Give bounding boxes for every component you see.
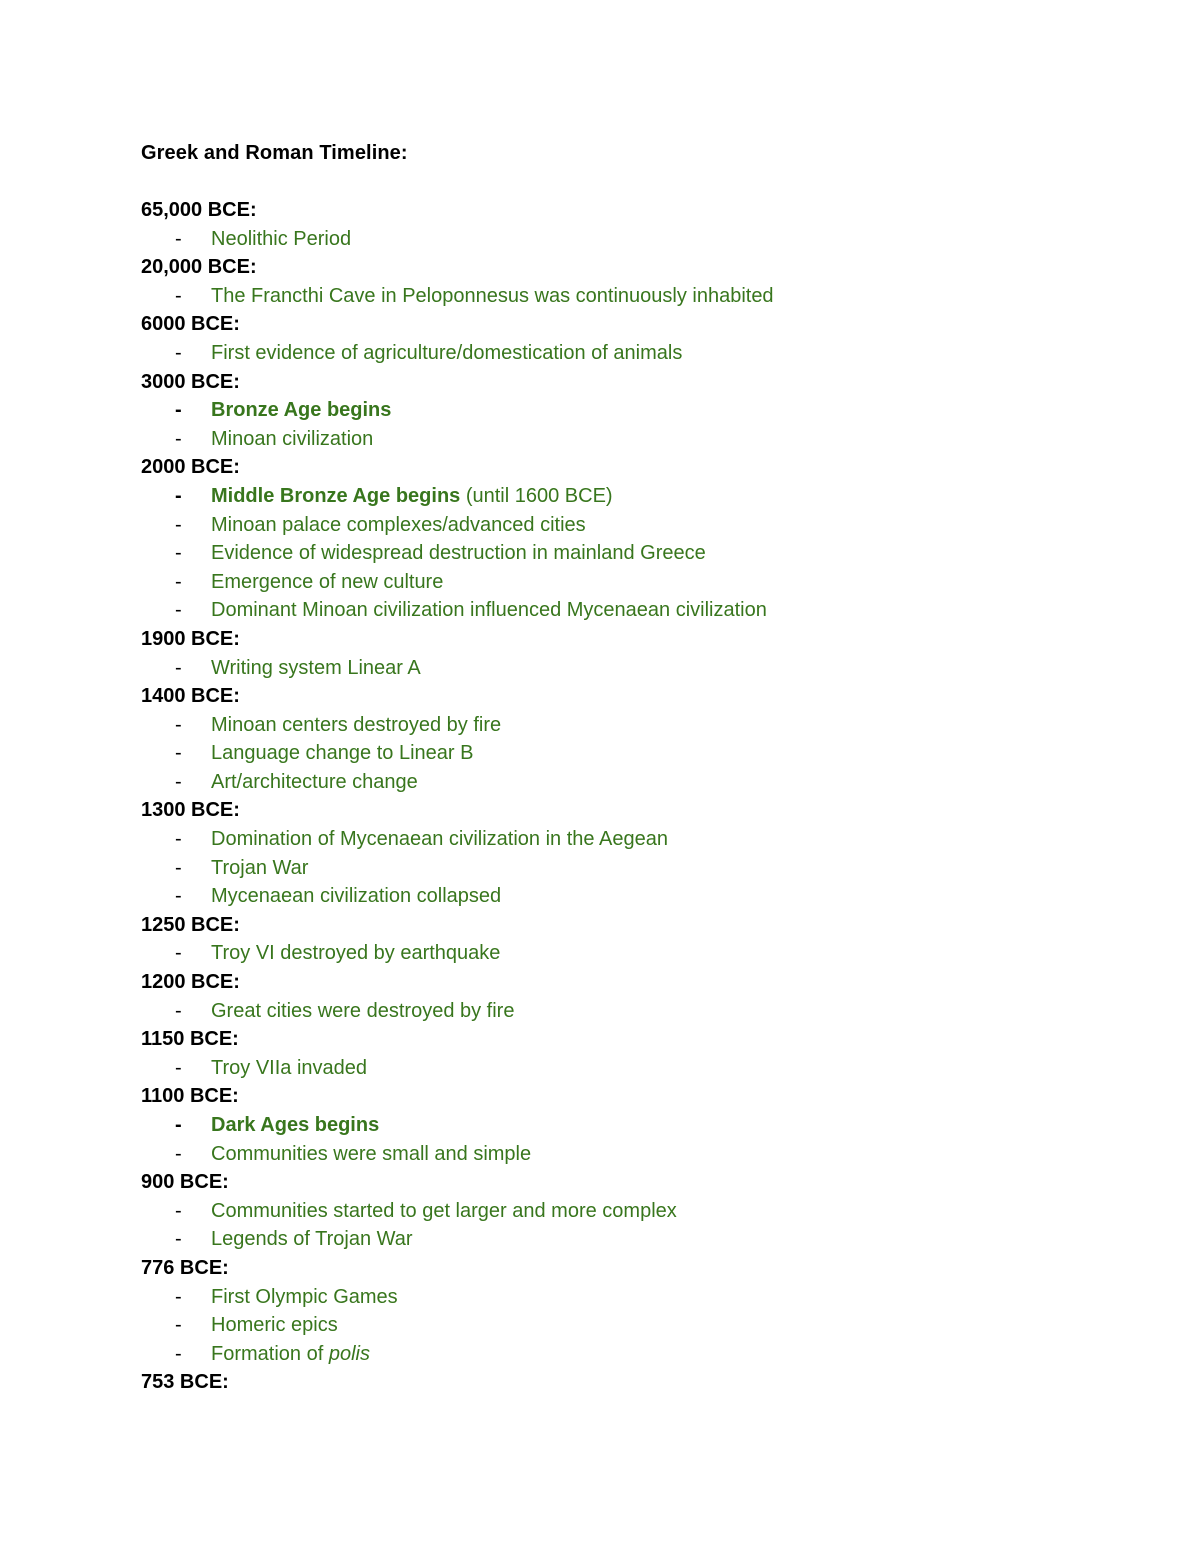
timeline-entry	[141, 1254, 1141, 1368]
timeline-entry	[141, 368, 1141, 454]
event-item	[141, 1340, 1141, 1369]
event-item	[141, 1140, 1141, 1169]
event-text: Minoan civilization	[211, 427, 374, 450]
event-list	[141, 654, 1141, 683]
event-text: Domination of Mycenaean civilization in the Aegean	[211, 828, 668, 851]
timeline-entry	[141, 1082, 1141, 1168]
dash-bullet-icon: -	[175, 570, 182, 593]
event-list	[141, 1197, 1141, 1254]
event-text: Homeric epics	[211, 1314, 338, 1337]
dash-bullet-icon: -	[175, 656, 182, 679]
event-item	[141, 282, 1141, 311]
event-text: Writing system Linear A	[211, 656, 421, 679]
dash-bullet-icon: -	[175, 885, 182, 908]
event-text: Communities started to get larger and more complex	[211, 1199, 677, 1222]
timeline-year: 1100 BCE:	[141, 1085, 239, 1108]
event-list	[141, 1283, 1141, 1369]
event-text: Formation of	[211, 1342, 329, 1365]
event-item	[141, 539, 1141, 568]
dash-bullet-icon: -	[175, 999, 182, 1022]
dash-bullet-icon: -	[175, 1142, 182, 1165]
event-item	[141, 711, 1141, 740]
event-item	[141, 1283, 1141, 1312]
dash-bullet-icon: -	[175, 1056, 182, 1079]
timeline-year: 753 BCE:	[141, 1371, 229, 1394]
event-item	[141, 511, 1141, 540]
event-item	[141, 768, 1141, 797]
event-text: Troy VI destroyed by earthquake	[211, 942, 501, 965]
dash-bullet-icon: -	[175, 1285, 182, 1308]
event-item	[141, 1197, 1141, 1226]
event-item	[141, 939, 1141, 968]
dash-bullet-icon: -	[175, 713, 182, 736]
timeline-year: 1200 BCE:	[141, 971, 240, 994]
timeline-year: 776 BCE:	[141, 1256, 229, 1279]
dash-bullet-icon: -	[175, 942, 182, 965]
event-italic-term: polis	[328, 1342, 370, 1365]
timeline-entry	[141, 796, 1141, 910]
dash-bullet-icon: -	[175, 284, 182, 307]
event-list	[141, 1111, 1141, 1168]
timeline-entry	[141, 196, 1141, 253]
event-text: Art/architecture change	[211, 770, 418, 793]
event-item	[141, 425, 1141, 454]
event-text: Emergence of new culture	[211, 570, 444, 593]
event-item	[141, 568, 1141, 597]
dash-bullet-icon: -	[175, 227, 182, 250]
event-extra-text: (until 1600 BCE)	[460, 484, 613, 507]
dash-bullet-icon: -	[175, 1199, 182, 1222]
event-list	[141, 997, 1141, 1026]
timeline-entry	[141, 968, 1141, 1025]
timeline-entry	[141, 253, 1141, 310]
event-item	[141, 654, 1141, 683]
event-text: Neolithic Period	[211, 227, 352, 250]
event-text: Trojan War	[211, 856, 309, 879]
dash-bullet-icon: -	[175, 427, 182, 450]
dash-bullet-icon: -	[175, 828, 182, 851]
timeline	[141, 196, 1141, 1397]
timeline-year: 1250 BCE:	[141, 913, 240, 936]
timeline-year: 1900 BCE:	[141, 627, 240, 650]
dash-bullet-icon: -	[175, 513, 182, 536]
timeline-year: 6000 BCE:	[141, 313, 240, 336]
event-item	[141, 1311, 1141, 1340]
dash-bullet-icon: -	[175, 399, 182, 422]
event-text: Dark Ages begins	[211, 1114, 380, 1136]
event-item	[141, 596, 1141, 625]
event-text: Middle Bronze Age begins	[211, 484, 461, 507]
dash-bullet-icon: -	[175, 341, 182, 364]
event-text: First Olympic Games	[211, 1285, 398, 1308]
event-text: Communities were small and simple	[211, 1142, 532, 1165]
event-text: Minoan centers destroyed by fire	[211, 713, 502, 736]
timeline-entry	[141, 625, 1141, 682]
event-item	[141, 1054, 1141, 1083]
timeline-year: 1300 BCE:	[141, 799, 240, 822]
event-list	[141, 939, 1141, 968]
timeline-entry	[141, 1368, 1141, 1397]
timeline-entry	[141, 911, 1141, 968]
event-list	[141, 482, 1141, 625]
dash-bullet-icon: -	[175, 856, 182, 879]
dash-bullet-icon: -	[175, 1228, 182, 1251]
timeline-year: 1150 BCE:	[141, 1028, 239, 1051]
event-list	[141, 825, 1141, 911]
event-item	[141, 1225, 1141, 1254]
event-text: Mycenaean civilization collapsed	[211, 885, 502, 908]
event-list	[141, 225, 1141, 254]
dash-bullet-icon: -	[175, 542, 182, 565]
event-item	[141, 882, 1141, 911]
event-text: Troy VIIa invaded	[211, 1056, 368, 1079]
timeline-entry	[141, 682, 1141, 796]
timeline-entry	[141, 1025, 1141, 1082]
event-text: Great cities were destroyed by fire	[211, 999, 515, 1022]
event-list	[141, 396, 1141, 453]
timeline-entry	[141, 453, 1141, 625]
event-list	[141, 339, 1141, 368]
event-text: Bronze Age begins	[211, 399, 392, 422]
timeline-year: 20,000 BCE:	[141, 256, 257, 279]
event-list	[141, 1054, 1141, 1083]
event-item	[141, 997, 1141, 1026]
dash-bullet-icon: -	[175, 1114, 182, 1136]
event-text: Minoan palace complexes/advanced cities	[211, 513, 586, 536]
document-page	[141, 139, 1141, 1397]
dash-bullet-icon: -	[175, 484, 182, 507]
event-item	[141, 225, 1141, 254]
timeline-entry	[141, 310, 1141, 367]
event-text: The Francthi Cave in Peloponnesus was continuously inhabited	[211, 284, 774, 307]
event-item	[141, 1111, 1141, 1140]
dash-bullet-icon: -	[175, 742, 182, 765]
timeline-year: 1400 BCE:	[141, 685, 240, 708]
event-item	[141, 339, 1141, 368]
timeline-year: 2000 BCE:	[141, 456, 240, 479]
event-item	[141, 482, 1141, 511]
event-text: Evidence of widespread destruction in mainland Greece	[211, 542, 706, 565]
event-item	[141, 739, 1141, 768]
event-item	[141, 396, 1141, 425]
event-list	[141, 711, 1141, 797]
event-item	[141, 854, 1141, 883]
dash-bullet-icon: -	[175, 1342, 182, 1365]
event-list	[141, 282, 1141, 311]
event-item	[141, 825, 1141, 854]
dash-bullet-icon: -	[175, 1314, 182, 1337]
timeline-year: 65,000 BCE:	[141, 199, 257, 221]
document-title: Greek and Roman Timeline:	[141, 142, 408, 164]
dash-bullet-icon: -	[175, 599, 182, 622]
timeline-year: 3000 BCE:	[141, 370, 240, 393]
event-text: Dominant Minoan civilization influenced Mycenaean civilization	[211, 599, 767, 622]
timeline-entry	[141, 1168, 1141, 1254]
dash-bullet-icon: -	[175, 770, 182, 793]
event-text: First evidence of agriculture/domestication of animals	[211, 341, 683, 364]
event-text: Legends of Trojan War	[211, 1228, 413, 1251]
timeline-year: 900 BCE:	[141, 1171, 229, 1194]
event-text: Language change to Linear B	[211, 742, 474, 765]
